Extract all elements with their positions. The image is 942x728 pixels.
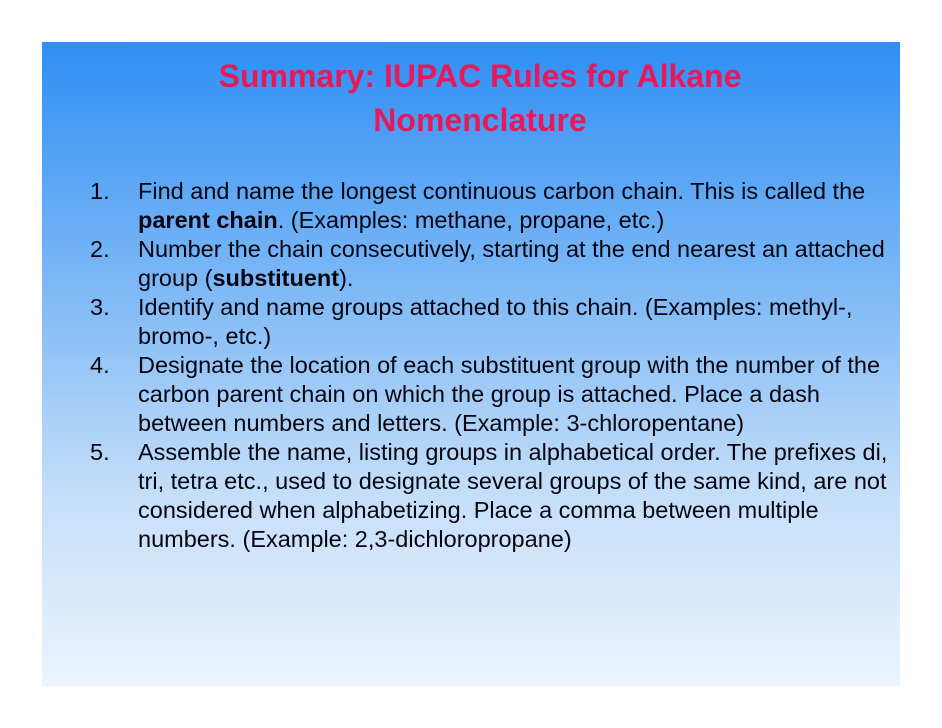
rule-text bbox=[138, 352, 880, 436]
rule-3 bbox=[90, 293, 898, 351]
rule-text-segment: ). bbox=[339, 265, 354, 291]
rule-5 bbox=[90, 438, 898, 554]
rule-number: 1. bbox=[90, 178, 110, 204]
rule-term-substituent: substituent bbox=[212, 265, 340, 291]
rule-number: 4. bbox=[90, 352, 110, 378]
rule-text-segment: Identify and name groups attached to this chain. (Examples: methyl-, bromo-, etc.) bbox=[138, 294, 853, 349]
rule-number: 2. bbox=[90, 236, 110, 262]
rule-text bbox=[138, 236, 885, 291]
slide-title bbox=[42, 54, 900, 142]
rule-term-parent-chain: parent chain bbox=[138, 207, 278, 233]
rule-number: 3. bbox=[90, 294, 110, 320]
rules-list bbox=[90, 177, 898, 554]
rule-text bbox=[138, 439, 887, 552]
slide-title-line-1: Summary: IUPAC Rules for Alkane bbox=[218, 58, 742, 94]
rule-text-segment: Designate the location of each substituent group with the number of the carbon parent chain on which the group is attached. Place a dash between numbers and letters. (Example: 3-chloropentane) bbox=[138, 352, 881, 436]
rule-4 bbox=[90, 351, 898, 438]
rule-2 bbox=[90, 235, 898, 293]
rule-text-segment: Assemble the name, listing groups in alphabetical order. The prefixes di, tri, tetra etc., used to designate several groups of the same kind, are not considered when alphabetizing. Place a comma between multiple numbers. (Example: 2,3-dichloropropane) bbox=[138, 439, 888, 552]
slide bbox=[42, 42, 900, 686]
rule-text bbox=[138, 178, 865, 233]
rule-text bbox=[138, 294, 853, 349]
rule-text-segment: Find and name the longest continuous carbon chain. This is called the bbox=[138, 178, 866, 204]
rule-1 bbox=[90, 177, 898, 235]
rule-number: 5. bbox=[90, 439, 110, 465]
rule-text-segment: . (Examples: methane, propane, etc.) bbox=[277, 207, 665, 233]
slide-title-line-2: Nomenclature bbox=[373, 102, 587, 138]
rule-text-segment: Number the chain consecutively, starting at the end nearest an attached group ( bbox=[138, 236, 885, 291]
